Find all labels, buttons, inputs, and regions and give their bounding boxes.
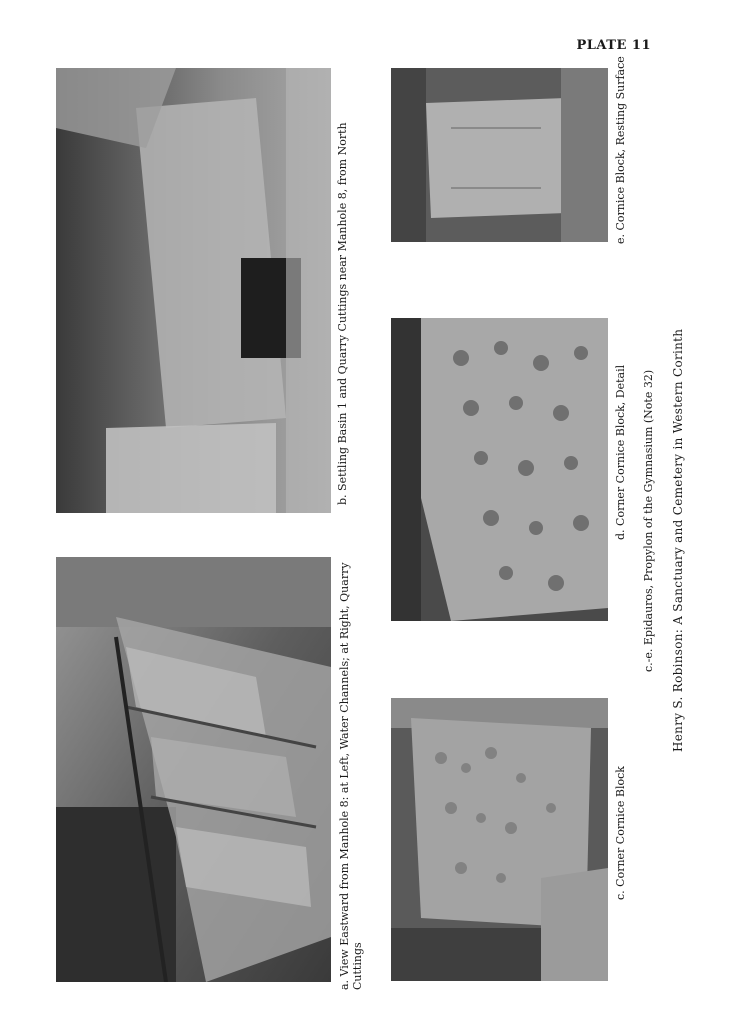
photo-b-settling-basin xyxy=(56,68,331,513)
plate-number: PLATE 11 xyxy=(576,38,651,53)
photo-d-image xyxy=(391,318,608,621)
photo-b-image xyxy=(56,68,331,513)
photo-d-cornice-detail xyxy=(391,318,608,621)
plate-footer-author-title: Henry S. Robinson: A Sanctuary and Cemetery in Western Corinth xyxy=(671,328,685,752)
caption-c: c. Corner Cornice Block xyxy=(614,766,627,900)
photo-c-corner-cornice-block xyxy=(391,698,608,981)
caption-e: e. Cornice Block, Resting Surface xyxy=(614,56,627,244)
photo-e-image xyxy=(391,68,608,242)
photo-a-image xyxy=(56,557,331,982)
caption-d: d. Corner Cornice Block, Detail xyxy=(614,364,627,540)
photo-a-water-channels xyxy=(56,557,331,982)
group-caption: c.-e. Epidauros, Propylon of the Gymnasium (Note 32) xyxy=(642,369,655,672)
photo-c-image xyxy=(391,698,608,981)
photo-e-resting-surface xyxy=(391,68,608,242)
caption-a: a. View Eastward from Manhole 8: at Left, Water Channels; at Right, Quarry Cuttings xyxy=(338,562,364,990)
caption-b: b. Settling Basin 1 and Quarry Cuttings near Manhole 8, from North xyxy=(336,122,349,505)
